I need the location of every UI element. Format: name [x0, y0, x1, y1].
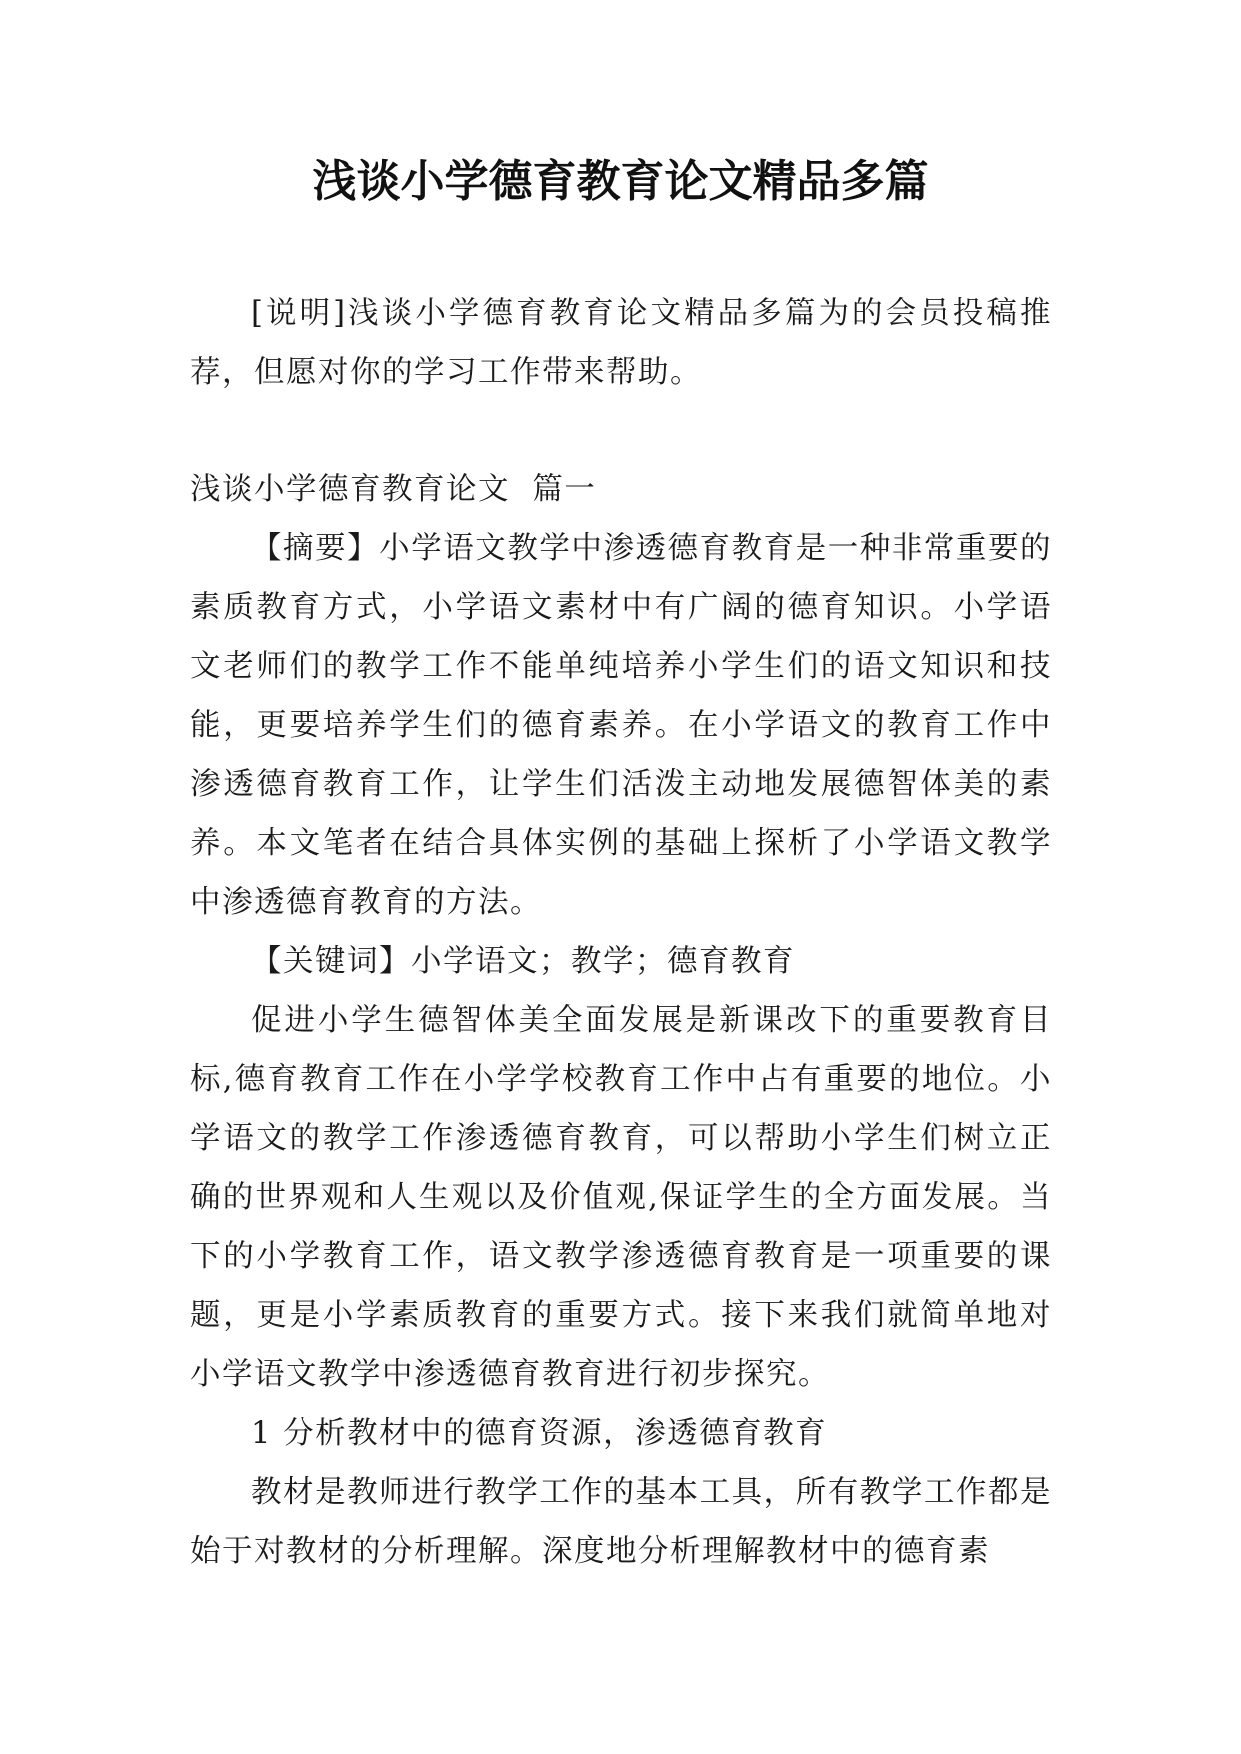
subheading-paragraph: 1 分析教材中的德育资源，渗透德育教育 — [251, 1416, 828, 1451]
article-body — [190, 519, 1052, 1581]
section-heading: 浅谈小学德育教育论文 篇一 — [190, 472, 597, 507]
body-paragraph: 教材是教师进行教学工作的基本工具，所有教学工作都是始于对教材的分析理解。深度地分析理解教材中的德育素 — [190, 1475, 1052, 1569]
document-title: 浅谈小学德育教育论文精品多篇 — [312, 156, 929, 207]
intro-paragraph: 促进小学生德智体美全面发展是新课改下的重要教育目标,德育教育工作在小学学校教育工作中占有重要的地位。小学语文的教学工作渗透德育教育，可以帮助小学生们树立正确的世界观和人生观以及价值观,保证学生的全方面发展。当下的小学教育工作，语文教学渗透德育教育是一项重要的课题，更是小学素质教育的重要方式。接下来我们就简单地对小学语文教学中渗透德育教育进行初步探究。 — [190, 1003, 1052, 1392]
abstract-paragraph: 【摘要】小学语文教学中渗透德育教育是一种非常重要的素质教育方式，小学语文素材中有广阔的德育知识。小学语文老师们的教学工作不能单纯培养小学生们的语文知识和技能，更要培养学生们的德育素养。在小学语文的教育工作中渗透德育教育工作，让学生们活泼主动地发展德智体美的素养。本文笔者在结合具体实例的基础上探析了小学语文教学中渗透德育教育的方法。 — [190, 531, 1052, 920]
keywords-paragraph: 【关键词】小学语文；教学；德育教育 — [251, 944, 795, 979]
note-paragraph: [说明]浅谈小学德育教育论文精品多篇为的会员投稿推荐，但愿对你的学习工作带来帮助。 — [190, 296, 1052, 390]
